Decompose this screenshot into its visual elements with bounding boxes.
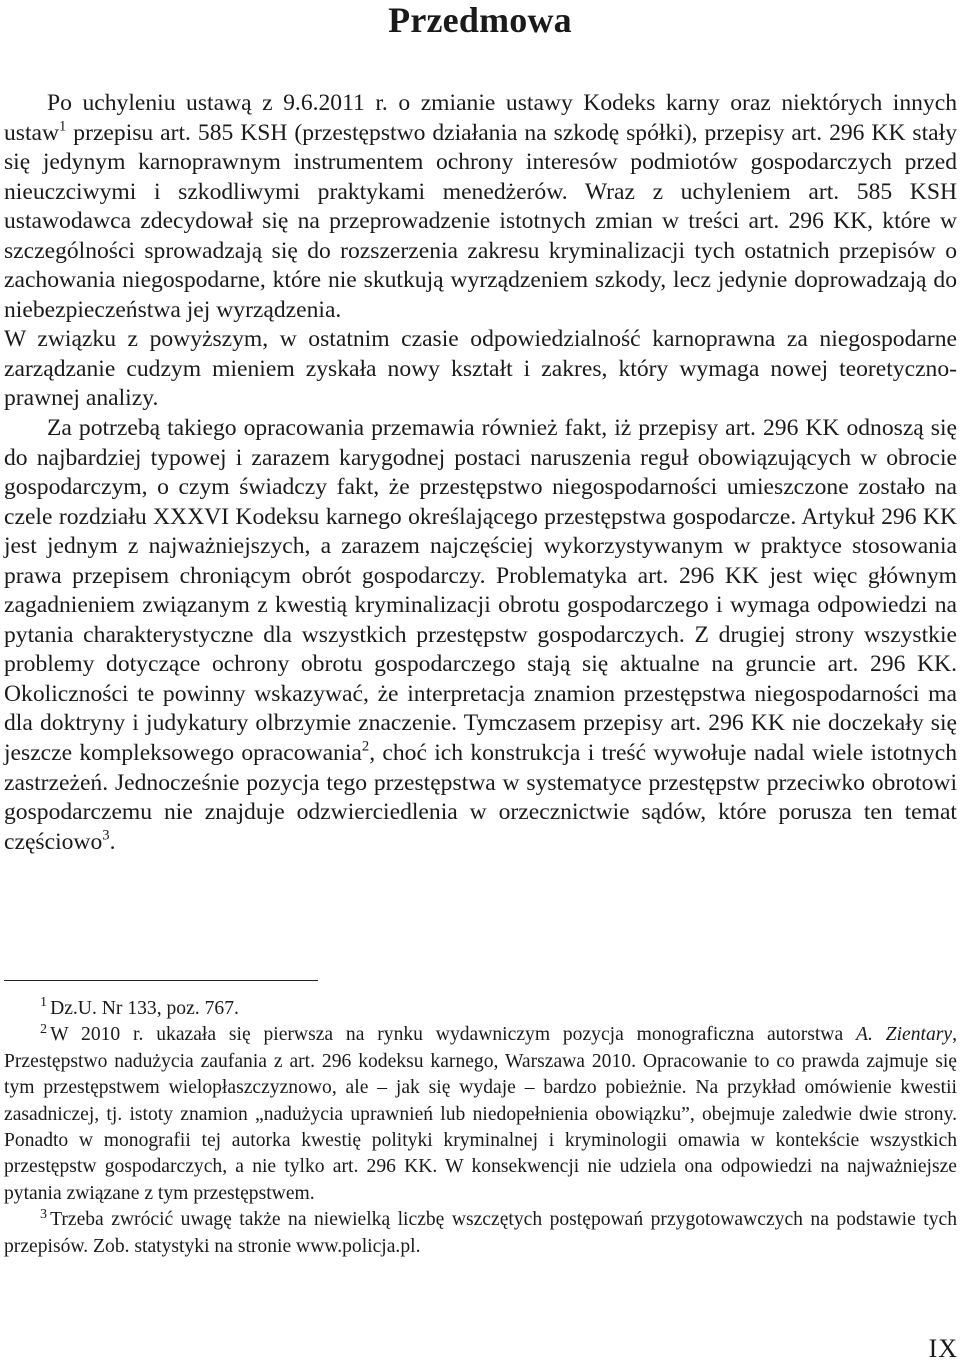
footnote-divider xyxy=(4,980,318,981)
footnote-ref-2: 2 xyxy=(361,738,370,755)
footnote-3 xyxy=(4,1207,957,1260)
footnote-ref-3: 3 xyxy=(102,827,110,844)
page-title: Przedmowa xyxy=(388,0,572,40)
footnotes xyxy=(4,996,957,1260)
paragraph-1-continuation: W związku z powyższym, w ostatnim czasie odpowiedzialność karnoprawna za niegospodarne zarządzanie cudzym mieniem zyskała nowy kształt i zakres, który wymaga nowej teoretyczno-prawnej analizy. xyxy=(4,326,957,412)
footnote-3-text: Trzeba zwrócić uwagę także na niewielką liczbę wszczętych postępowań przygotowawczych na podstawie tych przepisów. Zob. statystyki na stronie www.policja.pl. xyxy=(4,1209,957,1257)
footnote-2-marker: 2 xyxy=(40,1020,48,1037)
page-number: IX xyxy=(928,1334,958,1363)
paragraph-2-text-c: . xyxy=(109,828,116,855)
footnote-2-text-b: , Przestępstwo nadużycia zaufania z art. 296 kodeksu karnego, Warszawa 2010. Opracowanie to co prawda zajmuje się tym przestępstwem wielopłaszczyznowo, ale – jak się wydaje – bardzo pobieżnie. Na przykład omówienie kwestii zasadniczej, tj. istoty znamion „nadużycia uprawnień lub niedopełnienia obowiązku”, obejmuje zaledwie dwie strony. Ponadto w monografii tej autorka kwestię polityki kryminalnej i kryminologii omawia w kontekście wszystkich przestępstw gospodarczych, a nie tylko art. 296 KK. W konsekwencji nie udziela ona odpowiedzi na najważniejsze pytania związane z tym przestępstwem. xyxy=(4,1024,957,1204)
footnote-2-author: A. Zientary xyxy=(855,1024,953,1046)
paragraph-2-text-b: , choć ich konstrukcja i treść wywołuje nadal wiele istotnych zastrzeżeń. Jednocześnie pozycja tego przestępstwa w systematyce przestępstw przeciwko obrotowi gospodarczemu nie znajduje odzwierciedlenia w orzecznictwie sądów, które porusza ten temat częściowo xyxy=(4,740,958,855)
paragraph-2-text-a: Za potrzebą takiego opracowania przemawia również fakt, iż przepisy art. 296 KK odnoszą się do najbardziej typowej i zarazem karygodnej postaci naruszenia reguł obowiązujących w obrocie gospodarczym, o czym świadczy fakt, że przestępstwo niegospodarności umieszczone zostało na czele rozdziału XXXVI Kodeksu karnego określającego przestępstwa gospodarcze. Artykuł 296 KK jest jednym z najważniejszych, a zarazem najczęściej wykorzystywanym w praktyce stosowania prawa przepisem chroniącym obrót gospodarczy. Problematyka art. 296 KK jest więc głównym zagadnieniem związanym z kwestią kryminalizacji obrotu gospodarczego i wymaga odpowiedzi na pytania charakterystyczne dla wszystkich przestępstw gospodarczych. Z drugiej strony wszystkie problemy dotyczące ochrony obrotu gospodarczego stają się aktualne na gruncie art. 296 KK. Okoliczności te powinny wskazywać, że interpretacja znamion przestępstwa niegospodarności ma dla doktryny i judykatury olbrzymie znaczenie. Tymczasem przepisy art. 296 KK nie doczekały się jeszcze kompleksowego opracowania xyxy=(4,415,957,767)
footnote-1-text: Dz.U. Nr 133, poz. 767. xyxy=(50,998,239,1019)
footnote-3-marker: 3 xyxy=(40,1205,48,1222)
footnote-2 xyxy=(4,1022,957,1207)
paragraph-2 xyxy=(4,414,957,857)
footnote-ref-1: 1 xyxy=(59,118,67,135)
footnote-1 xyxy=(4,996,957,1022)
paragraph-1-text-b: przepisu art. 585 KSH (przestępstwo działania na szkodę spółki), przepisy art. 296 KK stały się jedynym karnoprawnym instrumentem ochrony interesów podmiotów gospodarczych przed nieuczciwymi i szkodliwymi praktykami menedżerów. Wraz z uchyleniem art. 585 KSH ustawodawca zdecydował się na przeprowadzenie istotnych zmian w treści art. 296 KK, które w szczególności sprowadzają się do rozszerzenia zakresu kryminalizacji tych ostatnich przepisów o zachowania niegospodarne, które nie skutkują wyrządzeniem szkody, lecz jedynie doprowadzają do niebezpieczeństwa jej wyrządzenia. xyxy=(4,119,957,323)
paragraph-1-text-a: Po uchyleniu ustawą z 9.6.2011 r. o zmianie ustawy Kodeks karny oraz niektórych innych ustaw xyxy=(4,90,957,146)
footnote-1-marker: 1 xyxy=(40,994,48,1011)
main-text xyxy=(4,89,957,857)
paragraph-1 xyxy=(4,89,957,325)
footnote-2-text-a: W 2010 r. ukazała się pierwsza na rynku wydawniczym pozycja monograficzna autorstwa xyxy=(50,1024,856,1046)
